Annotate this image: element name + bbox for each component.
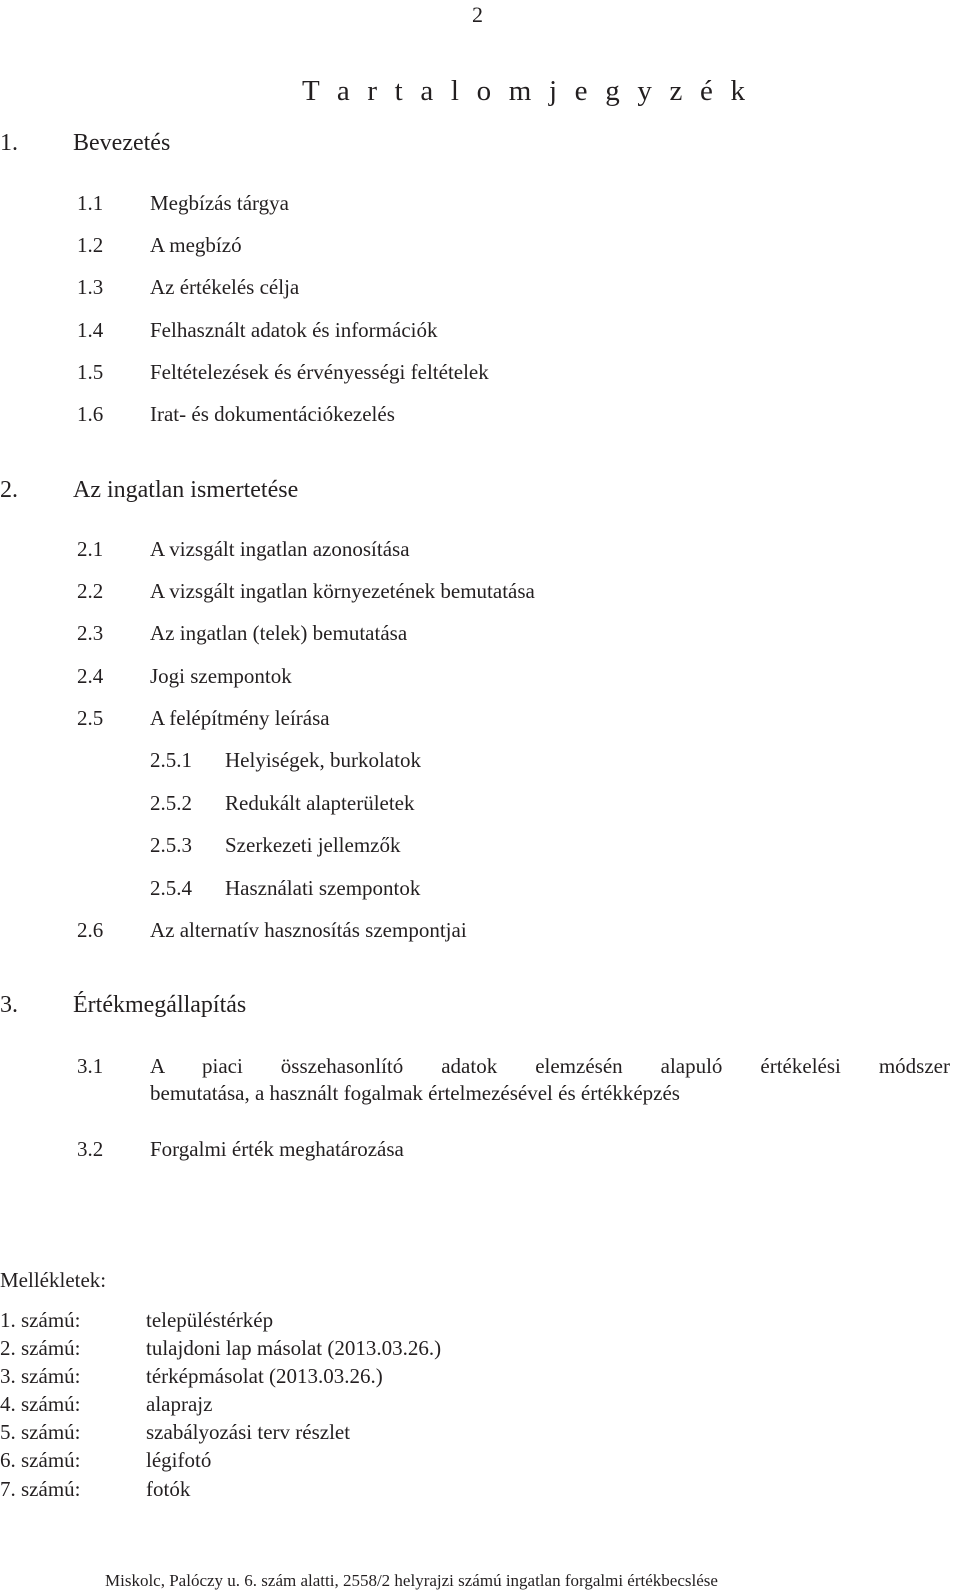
toc-subitem-label: Helyiségek, burkolatok — [225, 748, 421, 772]
annex-number: 3. számú: — [0, 1364, 81, 1388]
annex-number: 2. számú: — [0, 1336, 81, 1360]
toc-item-number: 3.1 — [77, 1054, 104, 1078]
toc-item-number: 1.4 — [77, 318, 104, 342]
page-number: 2 — [472, 2, 483, 27]
toc-item-label: A megbízó — [150, 233, 242, 257]
section-3-number: 3. — [0, 992, 18, 1018]
annex-label: szabályozási terv részlet — [146, 1420, 351, 1444]
toc-item-label: Feltételezések és érvényességi feltételek — [150, 360, 489, 384]
toc-item-number: 3.2 — [77, 1137, 104, 1161]
toc-item-number: 2.3 — [77, 621, 104, 645]
toc-item-label: Megbízás tárgya — [150, 191, 289, 215]
toc-item-number: 1.5 — [77, 360, 104, 384]
section-1-number: 1. — [0, 130, 18, 156]
toc-subitem-number: 2.5.1 — [150, 748, 192, 772]
annex-label: településtérkép — [146, 1308, 274, 1332]
toc-title: T a r t a l o m j e g y z é k — [302, 75, 751, 107]
section-2-number: 2. — [0, 477, 18, 503]
section-3-title: Értékmegállapítás — [73, 992, 247, 1018]
page-footer: Miskolc, Palóczy u. 6. szám alatti, 2558/2 helyrajzi számú ingatlan forgalmi értékbecslése — [105, 1571, 718, 1590]
toc-item-number: 2.4 — [77, 664, 104, 688]
annex-number: 6. számú: — [0, 1448, 81, 1472]
toc-item-label: A vizsgált ingatlan környezetének bemutatása — [150, 579, 535, 603]
toc-item-number: 2.6 — [77, 918, 104, 942]
annexes-heading: Mellékletek: — [0, 1268, 107, 1292]
toc-item-number: 1.3 — [77, 275, 104, 299]
annex-label: tulajdoni lap másolat (2013.03.26.) — [146, 1336, 442, 1360]
toc-item-label: Felhasznált adatok és információk — [150, 318, 438, 342]
annex-number: 7. számú: — [0, 1477, 81, 1501]
toc-item-number: 1.6 — [77, 402, 104, 426]
toc-subitem-number: 2.5.4 — [150, 876, 192, 900]
toc-subitem-number: 2.5.3 — [150, 833, 192, 857]
toc-subitem-label: Redukált alapterületek — [225, 791, 415, 815]
toc-item-label-line-2: bemutatása, a használt fogalmak értelmezésével és értékképzés — [150, 1081, 680, 1105]
annex-label: alaprajz — [146, 1392, 213, 1416]
toc-item-label: A felépítmény leírása — [150, 706, 330, 730]
toc-item-number: 1.2 — [77, 233, 104, 257]
annex-number: 1. számú: — [0, 1308, 81, 1332]
section-1-title: Bevezetés — [73, 130, 171, 156]
toc-subitem-label: Használati szempontok — [225, 876, 421, 900]
toc-item-number: 1.1 — [77, 191, 104, 215]
annex-label: fotók — [146, 1477, 191, 1501]
toc-item-number: 2.5 — [77, 706, 104, 730]
toc-item-label: Az ingatlan (telek) bemutatása — [150, 621, 408, 645]
annex-number: 4. számú: — [0, 1392, 81, 1416]
section-2-title: Az ingatlan ismertetése — [73, 477, 299, 503]
toc-subitem-label: Szerkezeti jellemzők — [225, 833, 401, 857]
toc-item-number: 2.1 — [77, 537, 104, 561]
annex-number: 5. számú: — [0, 1420, 81, 1444]
toc-item-label-line-1: A piaci összehasonlító adatok elemzésén alapuló értékelési módszer — [150, 1054, 950, 1078]
toc-item-number: 2.2 — [77, 579, 104, 603]
annex-label: térképmásolat (2013.03.26.) — [146, 1364, 383, 1388]
toc-item-label: Jogi szempontok — [150, 664, 292, 688]
toc-subitem-number: 2.5.2 — [150, 791, 192, 815]
toc-item-label: Forgalmi érték meghatározása — [150, 1137, 404, 1161]
toc-item-label: A vizsgált ingatlan azonosítása — [150, 537, 410, 561]
toc-item-label: Irat- és dokumentációkezelés — [150, 402, 395, 426]
toc-item-label: Az értékelés célja — [150, 275, 300, 299]
annex-label: légifotó — [146, 1448, 212, 1472]
toc-item-label: Az alternatív hasznosítás szempontjai — [150, 918, 467, 942]
